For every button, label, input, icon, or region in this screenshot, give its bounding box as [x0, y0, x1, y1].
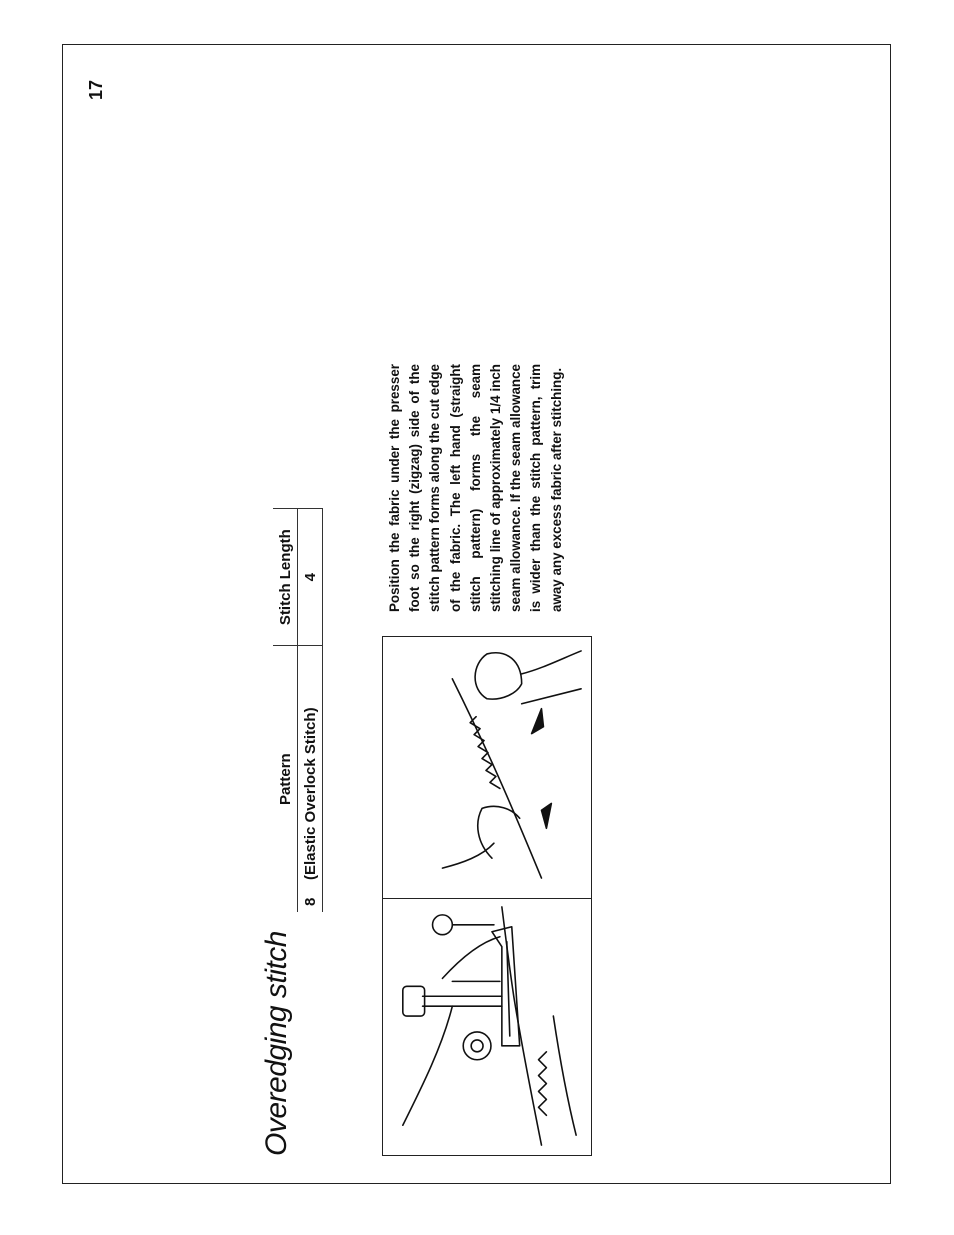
page-number: 17	[86, 79, 106, 100]
stitch-length-header: Stitch Length	[273, 509, 298, 646]
pattern-number: 8	[301, 897, 319, 906]
table-header-row	[273, 509, 298, 913]
guiding-fabric-illustration-icon	[383, 637, 591, 898]
table-row	[298, 509, 323, 913]
page-title: Overedging stitch	[260, 931, 293, 1156]
pattern-cell	[298, 646, 323, 912]
stitch-length-value: 4	[298, 509, 323, 646]
pattern-header: Pattern	[273, 646, 298, 912]
instructions-text: Position the fabric under the presser foot so the right (zigzag) side of the stitch pattern forms along the cut edge of the fabric. The left hand (straight stitch pattern) forms the seam stitching line of approximately 1/4 inch seam allowance. If the seam allowance is wider than the stitch pattern, trim away any excess fabric after stitching.	[387, 364, 564, 612]
stitch-settings-table	[273, 508, 323, 912]
rotated-page-content	[62, 44, 891, 1184]
guiding-fabric-figure	[382, 636, 592, 898]
pattern-name: (Elastic Overlock Stitch)	[301, 707, 319, 880]
presser-foot-illustration-icon	[383, 899, 591, 1155]
presser-foot-figure	[382, 898, 592, 1156]
